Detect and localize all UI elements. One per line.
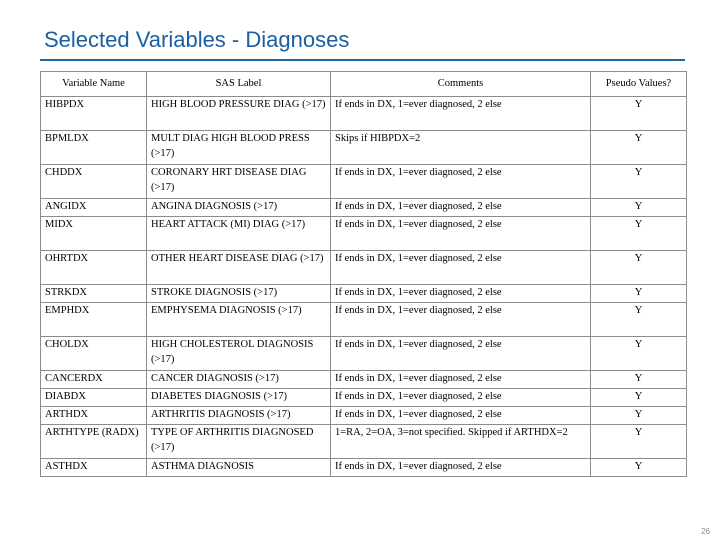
cell-pseudo-value: Y [591,251,687,285]
page-number: 26 [701,527,710,536]
header-comments: Comments [331,72,591,97]
cell-comment: If ends in DX, 1=ever diagnosed, 2 else [331,407,591,425]
cell-sas-label: ANGINA DIAGNOSIS (>17) [147,199,331,217]
cell-variable-name: EMPHDX [41,303,147,337]
cell-sas-label: DIABETES DIAGNOSIS (>17) [147,389,331,407]
cell-variable-name: HIBPDX [41,97,147,131]
cell-pseudo-value: Y [591,217,687,251]
cell-comment: If ends in DX, 1=ever diagnosed, 2 else [331,371,591,389]
cell-sas-label: HIGH BLOOD PRESSURE DIAG (>17) [147,97,331,131]
cell-sas-label: ASTHMA DIAGNOSIS [147,459,331,477]
cell-sas-label: CANCER DIAGNOSIS (>17) [147,371,331,389]
cell-comment: 1=RA, 2=OA, 3=not specified. Skipped if ARTHDX=2 [331,425,591,459]
table-row [41,389,687,407]
cell-variable-name: ASTHDX [41,459,147,477]
cell-pseudo-value: Y [591,389,687,407]
cell-variable-name: CHDDX [41,165,147,199]
cell-comment: If ends in DX, 1=ever diagnosed, 2 else [331,251,591,285]
cell-sas-label: HIGH CHOLESTEROL DIAGNOSIS (>17) [147,337,331,371]
cell-variable-name: STRKDX [41,285,147,303]
cell-sas-label: TYPE OF ARTHRITIS DIAGNOSED (>17) [147,425,331,459]
cell-variable-name: MIDX [41,217,147,251]
cell-comment: If ends in DX, 1=ever diagnosed, 2 else [331,97,591,131]
header-variable-name: Variable Name [41,72,147,97]
table-header-row [41,72,687,97]
table-row [41,199,687,217]
cell-sas-label: HEART ATTACK (MI) DIAG (>17) [147,217,331,251]
cell-variable-name: CHOLDX [41,337,147,371]
cell-pseudo-value: Y [591,425,687,459]
cell-pseudo-value: Y [591,337,687,371]
cell-variable-name: ARTHDX [41,407,147,425]
cell-sas-label: ARTHRITIS DIAGNOSIS (>17) [147,407,331,425]
cell-sas-label: OTHER HEART DISEASE DIAG (>17) [147,251,331,285]
table-row [41,425,687,459]
cell-pseudo-value: Y [591,407,687,425]
cell-pseudo-value: Y [591,199,687,217]
cell-comment: If ends in DX, 1=ever diagnosed, 2 else [331,217,591,251]
variables-table [40,71,687,477]
slide-title: Selected Variables - Diagnoses [44,27,350,52]
cell-sas-label: EMPHYSEMA DIAGNOSIS (>17) [147,303,331,337]
cell-comment: If ends in DX, 1=ever diagnosed, 2 else [331,199,591,217]
cell-variable-name: CANCERDX [41,371,147,389]
cell-pseudo-value: Y [591,303,687,337]
cell-pseudo-value: Y [591,285,687,303]
cell-pseudo-value: Y [591,371,687,389]
cell-variable-name: DIABDX [41,389,147,407]
cell-sas-label: STROKE DIAGNOSIS (>17) [147,285,331,303]
table-row [41,97,687,131]
cell-pseudo-value: Y [591,459,687,477]
cell-comment: Skips if HIBPDX=2 [331,131,591,165]
cell-pseudo-value: Y [591,165,687,199]
cell-variable-name: ARTHTYPE (RADX) [41,425,147,459]
table-row [41,371,687,389]
header-pseudo-values: Pseudo Values? [591,72,687,97]
cell-comment: If ends in DX, 1=ever diagnosed, 2 else [331,389,591,407]
cell-sas-label: MULT DIAG HIGH BLOOD PRESS (>17) [147,131,331,165]
cell-pseudo-value: Y [591,131,687,165]
cell-variable-name: ANGIDX [41,199,147,217]
table-row [41,285,687,303]
table-row [41,407,687,425]
header-sas-label: SAS Label [147,72,331,97]
cell-comment: If ends in DX, 1=ever diagnosed, 2 else [331,337,591,371]
cell-comment: If ends in DX, 1=ever diagnosed, 2 else [331,165,591,199]
title-divider [40,59,685,61]
cell-variable-name: OHRTDX [41,251,147,285]
table-row [41,131,687,165]
cell-comment: If ends in DX, 1=ever diagnosed, 2 else [331,303,591,337]
cell-sas-label: CORONARY HRT DISEASE DIAG (>17) [147,165,331,199]
cell-pseudo-value: Y [591,97,687,131]
table-row [41,459,687,477]
cell-comment: If ends in DX, 1=ever diagnosed, 2 else [331,459,591,477]
table-row [41,303,687,337]
cell-comment: If ends in DX, 1=ever diagnosed, 2 else [331,285,591,303]
table-row [41,217,687,251]
table-row [41,165,687,199]
table-row [41,337,687,371]
cell-variable-name: BPMLDX [41,131,147,165]
table-row [41,251,687,285]
